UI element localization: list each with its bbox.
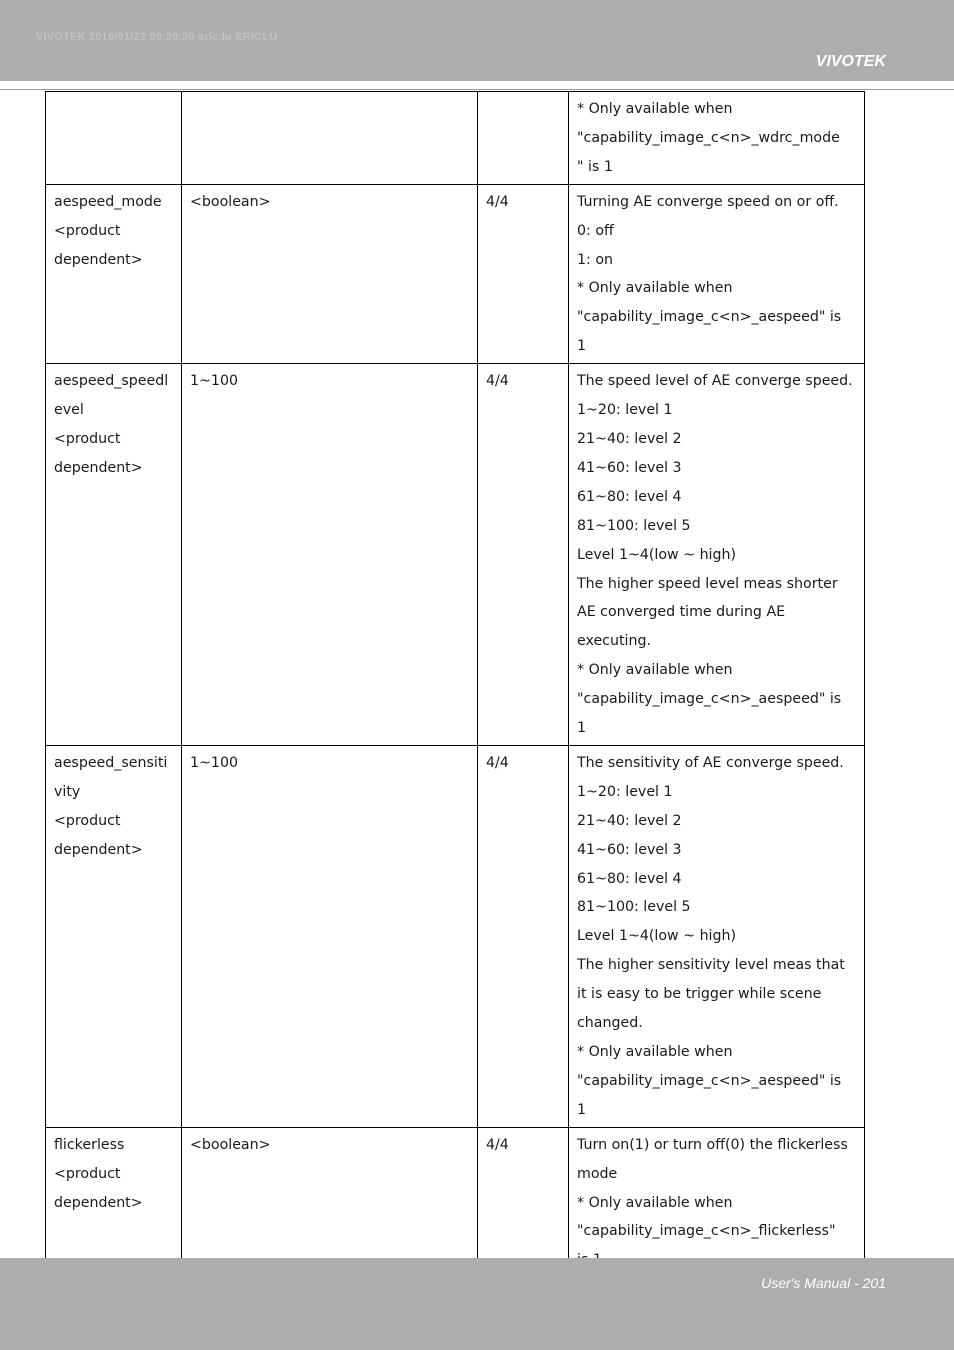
cell-text-line: The speed level of AE converge speed. — [577, 373, 853, 390]
page-footer — [0, 1258, 954, 1350]
cell-text-line: 81~100: level 5 — [577, 517, 691, 534]
table-row — [46, 745, 865, 1127]
cell-text-line: 1~100 — [190, 373, 238, 390]
cell-text-line: <product — [54, 812, 121, 829]
cell-text-line: 81~100: level 5 — [577, 899, 691, 916]
cell-text-line: " is 1 — [577, 158, 613, 175]
cell-text-line: 1~20: level 1 — [577, 402, 673, 419]
cell-text-line: <boolean> — [190, 1136, 271, 1153]
cell-text-line: * Only available when — [577, 662, 733, 679]
cell-text-line: "capability_image_c<n>_aespeed" is — [577, 1072, 842, 1089]
param-value-cell — [182, 364, 478, 746]
cell-text-line: * Only available when — [577, 1194, 733, 1211]
parameter-table — [45, 91, 865, 1278]
cell-text-line: 1 — [577, 338, 587, 355]
cell-text-line: 61~80: level 4 — [577, 488, 682, 505]
cell-text-line: aespeed_sensiti — [54, 754, 168, 771]
cell-text-line: Turning AE converge speed on or off. — [577, 193, 839, 210]
param-security-cell — [478, 184, 569, 363]
cell-text-line: 41~60: level 3 — [577, 459, 682, 476]
cell-text-line: evel — [54, 402, 84, 419]
param-name-cell — [46, 184, 182, 363]
cell-text-line: mode — [577, 1165, 618, 1182]
cell-text-line: AE converged time during AE — [577, 604, 786, 621]
cell-text-line: changed. — [577, 1015, 643, 1032]
cell-text-line: The higher speed level meas shorter — [577, 575, 838, 592]
cell-text-line: "capability_image_c<n>_flickerless" — [577, 1223, 836, 1240]
cell-text-line: <boolean> — [190, 193, 271, 210]
cell-text-line: <product — [54, 430, 121, 447]
page-header — [0, 0, 954, 81]
cell-text-line: "capability_image_c<n>_aespeed" is — [577, 691, 842, 708]
header-print-stamp: VIVOTEK 2016/01/22 09:20:30 eric.lu ERICLU — [36, 31, 278, 43]
param-value-cell — [182, 92, 478, 185]
cell-text-line: 1~20: level 1 — [577, 783, 673, 800]
cell-text-line: 4/4 — [486, 373, 509, 390]
param-security-cell — [478, 1127, 569, 1278]
header-brand-name: VIVOTEK — [815, 53, 886, 70]
footer-page-number: User's Manual - 201 — [761, 1275, 886, 1291]
cell-text-line: 1 — [577, 1101, 587, 1118]
cell-text-line: it is easy to be trigger while scene — [577, 986, 822, 1003]
cell-text-line: 1: on — [577, 251, 613, 268]
cell-text-line: Turn on(1) or turn off(0) the flickerless — [577, 1136, 848, 1153]
cell-text-line: dependent> — [54, 459, 143, 476]
param-value-cell — [182, 184, 478, 363]
table-row — [46, 364, 865, 746]
cell-text-line: aespeed_speedl — [54, 373, 169, 390]
cell-text-line: The higher sensitivity level meas that — [577, 957, 845, 974]
cell-text-line: Level 1~4(low ~ high) — [577, 546, 737, 563]
cell-text-line: 21~40: level 2 — [577, 430, 682, 447]
cell-text-line: * Only available when — [577, 1044, 733, 1060]
param-security-cell — [478, 745, 569, 1127]
table-row — [46, 184, 865, 363]
cell-text-line: aespeed_mode — [54, 193, 162, 210]
header-divider — [0, 89, 954, 90]
param-description-cell — [569, 745, 865, 1127]
param-name-cell — [46, 1127, 182, 1278]
param-value-cell — [182, 745, 478, 1127]
cell-text-line: <product — [54, 222, 121, 239]
param-name-cell — [46, 364, 182, 746]
cell-text-line: 4/4 — [486, 754, 509, 771]
cell-text-line: 61~80: level 4 — [577, 870, 682, 887]
cell-text-line: "capability_image_c<n>_wdrc_mode — [577, 129, 840, 146]
table-row — [46, 92, 865, 185]
cell-text-line: dependent> — [54, 841, 143, 858]
cell-text-line: 4/4 — [486, 193, 509, 210]
cell-text-line: "capability_image_c<n>_aespeed" is — [577, 309, 842, 326]
cell-text-line: dependent> — [54, 251, 143, 268]
param-name-cell — [46, 745, 182, 1127]
cell-text-line: 21~40: level 2 — [577, 812, 682, 829]
cell-text-line: 4/4 — [486, 1136, 509, 1153]
param-description-cell — [569, 92, 865, 185]
param-description-cell — [569, 184, 865, 363]
cell-text-line: Level 1~4(low ~ high) — [577, 928, 737, 945]
param-security-cell — [478, 92, 569, 185]
param-value-cell — [182, 1127, 478, 1278]
param-description-cell — [569, 1127, 865, 1278]
param-security-cell — [478, 364, 569, 746]
cell-text-line: flickerless — [54, 1136, 125, 1153]
param-name-cell — [46, 92, 182, 185]
parameter-table-body — [46, 92, 865, 1278]
cell-text-line: 1~100 — [190, 754, 238, 771]
cell-text-line: executing. — [577, 633, 651, 650]
cell-text-line: 0: off — [577, 222, 614, 239]
cell-text-line: dependent> — [54, 1194, 143, 1211]
cell-text-line: vity — [54, 783, 81, 800]
table-row — [46, 1127, 865, 1278]
cell-text-line: * Only available when — [577, 101, 733, 117]
cell-text-line: 1 — [577, 720, 587, 737]
cell-text-line: 41~60: level 3 — [577, 841, 682, 858]
param-description-cell — [569, 364, 865, 746]
cell-text-line: The sensitivity of AE converge speed. — [577, 754, 844, 771]
cell-text-line: * Only available when — [577, 280, 733, 297]
cell-text-line: <product — [54, 1165, 121, 1182]
